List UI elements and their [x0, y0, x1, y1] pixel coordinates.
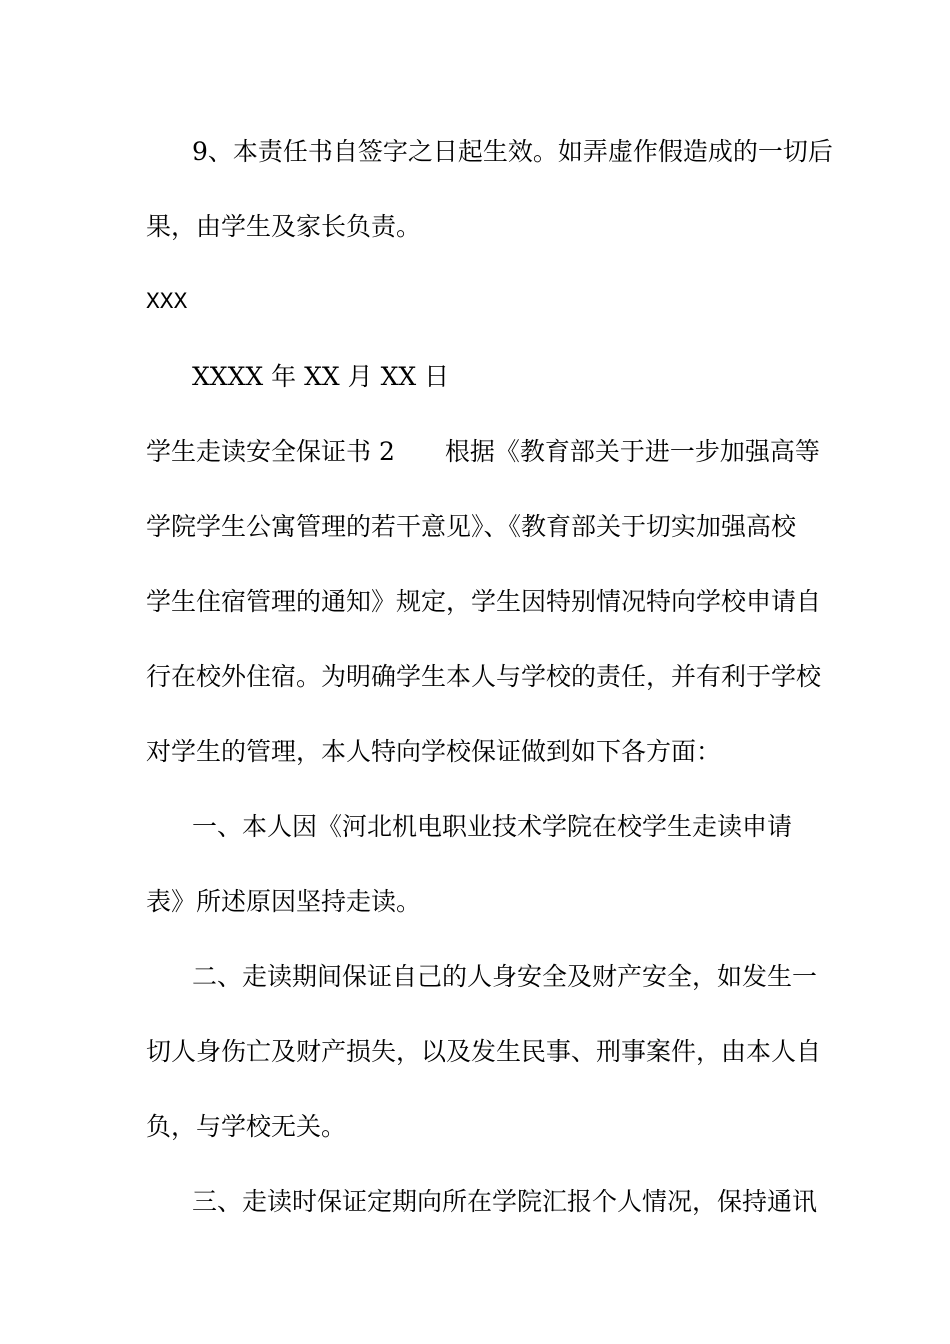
paragraph-line: 9、本责任书自签字之日起生效。如弄虚作假造成的一切后 [192, 137, 833, 166]
paragraph-line: 果，由学生及家长负责。 [146, 212, 422, 241]
paragraph-line: 切人身伤亡及财产损失，以及发生民事、刑事案件，由本人自 [146, 1037, 822, 1066]
paragraph-line: 行在校外住宿。为明确学生本人与学校的责任，并有利于学校 [146, 662, 822, 691]
paragraph-line: 负，与学校无关。 [146, 1112, 347, 1141]
signature-name: XXX [146, 289, 188, 315]
paragraph-line: 学生住宿管理的通知》规定，学生因特别情况特向学校申请自 [146, 587, 822, 616]
paragraph-line: 二、走读期间保证自己的人身安全及财产安全，如发生一 [192, 962, 818, 991]
paragraph-line: 学生走读安全保证书 2 根据《教育部关于进一步加强高等 [146, 437, 820, 466]
paragraph-line: 三、走读时保证定期向所在学院汇报个人情况，保持通讯 [192, 1187, 818, 1216]
paragraph-line: 表》所述原因坚持走读。 [146, 887, 422, 916]
paragraph-line: 对学生的管理，本人特向学校保证做到如下各方面： [146, 737, 722, 766]
paragraph-line: 学院学生公寓管理的若干意见》、《教育部关于切实加强高校 [146, 512, 797, 541]
paragraph-line: 一、本人因《河北机电职业技术学院在校学生走读申请 [192, 812, 793, 841]
signature-date: XXXX 年 XX 月 XX 日 [192, 362, 450, 391]
